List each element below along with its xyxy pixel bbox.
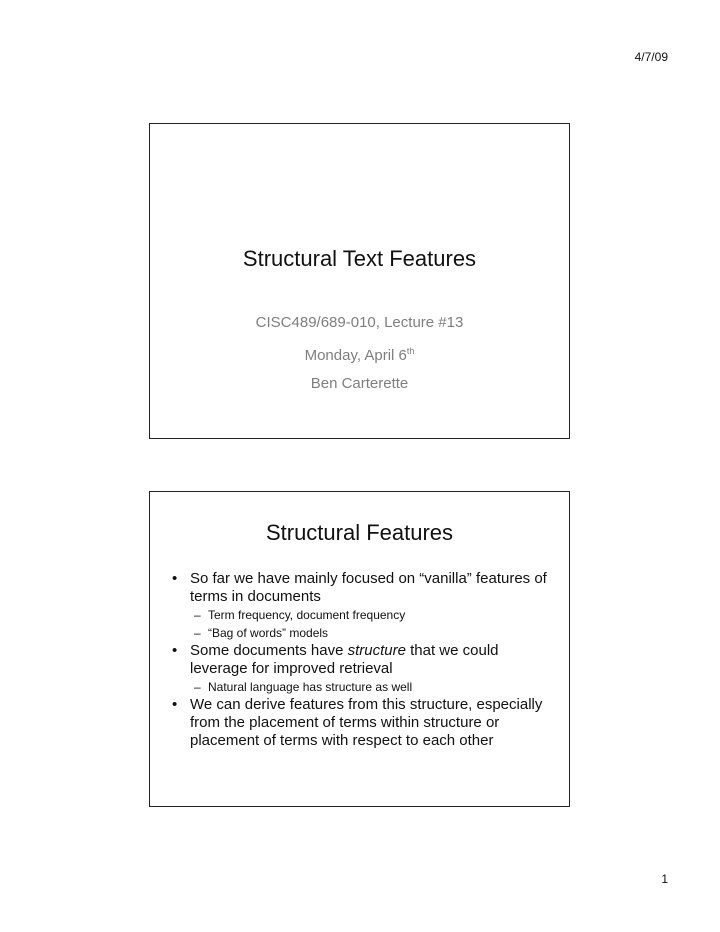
bullet-emphasis: structure — [347, 642, 406, 659]
slide-subtitle — [150, 309, 569, 398]
author-line: Ben Carterette — [310, 375, 409, 392]
dash-icon: – — [194, 626, 201, 640]
sub-bullet-text: Term frequency, document frequency — [208, 608, 406, 622]
bullet-text: So far we have mainly focused on “vanilla” features of terms in documents — [190, 570, 547, 605]
sub-bullet-item — [172, 606, 549, 624]
title-slide — [149, 123, 570, 439]
date-line — [150, 337, 569, 370]
sub-bullet-text: “Bag of words” models — [208, 626, 329, 640]
bullet-item — [172, 696, 549, 750]
sub-bullet-text: Natural language has structure as well — [208, 680, 413, 694]
bullet-icon: • — [172, 570, 178, 587]
content-slide — [149, 491, 570, 807]
dash-icon: – — [194, 608, 201, 622]
bullet-text-end: that we could leverage for improved retrieval — [190, 642, 499, 677]
page-date: 4/7/09 — [634, 50, 668, 64]
bullet-icon: • — [172, 696, 178, 713]
sub-bullet-item — [172, 624, 549, 642]
bullet-item — [172, 570, 549, 606]
date-superscript: th — [406, 346, 415, 356]
sub-bullet-item — [172, 678, 549, 696]
bullet-list — [172, 570, 549, 750]
bullet-icon: • — [172, 642, 178, 659]
date-text: Monday, April 6 — [304, 347, 407, 364]
bullet-text-start: Some documents have — [190, 642, 348, 659]
slide-title: Structural Text Features — [242, 246, 477, 271]
bullet-item — [172, 642, 549, 678]
course-line: CISC489/689-010, Lecture #13 — [255, 314, 464, 331]
dash-icon: – — [194, 680, 201, 694]
slide-title: Structural Features — [265, 520, 454, 545]
bullet-text: We can derive features from this structure, especially from the placement of terms within structure or placement of terms with respect to each other — [190, 696, 543, 749]
page-number: 1 — [661, 872, 668, 886]
